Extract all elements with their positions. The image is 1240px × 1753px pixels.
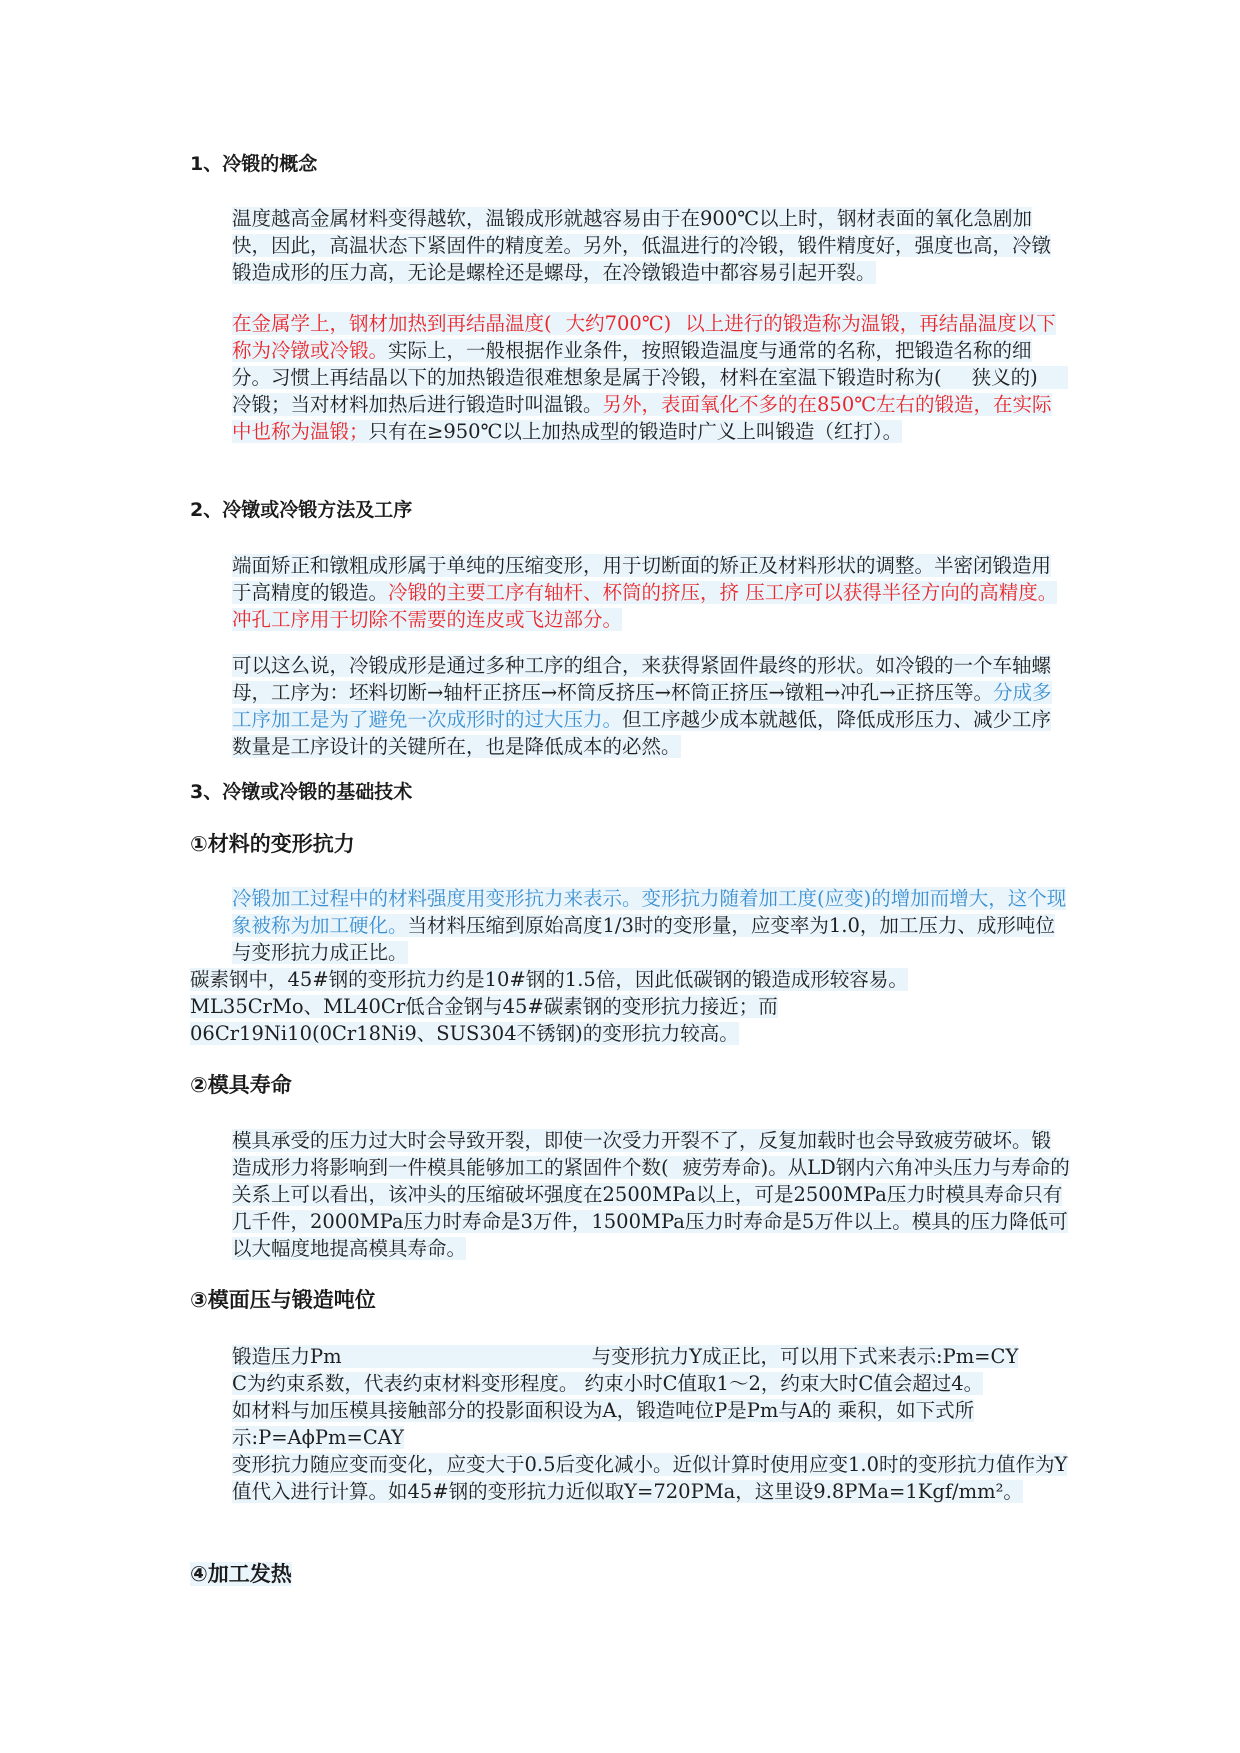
section-2-title: 2、冷镦或冷锻方法及工序 xyxy=(190,499,413,521)
sub3-l3: 如材料与加压模具接触部分的投影面积设为A，锻造吨位P是Pm与A的 乘积，如下式所示:P=AϕPm=CAY xyxy=(232,1399,975,1449)
s1-p2-a: 实际上，一般根据作业条件，按照锻造温度与通常的名称，把锻造名称的细分。习惯上再结晶以下的加热锻造很难想象是属于冷锻，材料在室温下锻造时称为( xyxy=(232,339,1032,389)
subsection-3-body xyxy=(190,1343,1070,1505)
s2-p1-a: 端面矫正和镦粗成形属于单纯的压缩变形，用于切断面的矫正及材料形状的调整。半密闭锻造用于高精度的锻造。 xyxy=(232,554,1052,604)
subsection-3-title: ③模面压与锻造吨位 xyxy=(190,1288,376,1312)
sub2-p1-a: 模具承受的压力过大时会导致开裂，即使一次受力开裂不了，反复加载时也会导致疲劳破坏。锻造成形力将影响到一件模具能够加工的紧固件个数( xyxy=(232,1129,1052,1179)
section-1-paragraph-2 xyxy=(190,310,1070,445)
s2-p1-red: 冷锻的主要工序有轴杆、杯筒的挤压，挤 压工序可以获得半径方向的高精度。冲孔工序用于切除不需要的连皮或飞边部分。 xyxy=(232,581,1058,631)
s1-p2-b: 狭义的) xyxy=(971,366,1038,389)
sub1-p4: 06Cr19Ni10(0Cr18Ni9、SUS304不锈钢)的变形抗力较高。 xyxy=(190,1022,739,1045)
sub2-p1-b: 疲劳寿命)。从LD钢内六角冲头压力与寿命的关系上可以看出，该冲头的压缩破坏强度在2500MPa以上，可是2500MPa压力时模具寿命只有几千件，2000MPa压力时寿命是3万件，1500MPa压力时寿命是5万件以上。模具的压力降低可以大幅度地提高模具寿命。 xyxy=(232,1156,1070,1260)
section-2-paragraph-2 xyxy=(190,652,1070,760)
s1-p1-text: 温度越高金属材料变得越软，温锻成形就越容易由于在900℃以上时，钢材表面的氧化急剧加快，因此，高温状态下紧固件的精度差。另外，低温进行的冷锻，锻件精度好，强度也高，冷镦锻造成形的压力高，无论是螺栓还是螺母，在冷镦锻造中都容易引起开裂。 xyxy=(232,207,1052,284)
s2-p2-b: 但工序越少成本就越低，降低成形压力、减少工序数量是工序设计的关键所在，也是降低成本的必然。 xyxy=(232,708,1052,758)
s2-p2-a: 可以这么说，冷锻成形是通过多种工序的组合，来获得紧固件最终的形状。如冷锻的一个车轴螺母，工序为：坯料切断→轴杆正挤压→杯筒反挤压→杯筒正挤压→镦粗→冲孔→正挤压等。 xyxy=(232,654,1052,704)
section-2-paragraph-1 xyxy=(190,552,1070,633)
s1-p2-d: 只有在≥950℃以上加热成型的锻造时广义上叫锻造（红打）。 xyxy=(368,420,903,443)
s1-p2-red-d: 另外，表面氧化不多的在850℃左右的锻造，在实际中也称为温锻； xyxy=(232,393,1052,443)
sub3-l4: 变形抗力随应变而变化，应变大于0.5后变化减小。近似计算时使用应变1.0时的变形抗力值作为Y值代入进行计算。如45#钢的变形抗力近似取Y=720PMa，这里设9.8PMa=1Kgf/mm²。 xyxy=(232,1453,1068,1503)
subsection-4-title xyxy=(190,1560,292,1588)
section-3-title: 3、冷镦或冷锻的基础技术 xyxy=(190,781,413,803)
sub3-l1-b: 与变形抗力Y成正比，可以用下式来表示:Pm=CY xyxy=(591,1345,1019,1368)
sub1-p3: ML35CrMo、ML40Cr低合金钢与45#碳素钢的变形抗力接近；而 xyxy=(190,995,778,1018)
subsection-2-title: ②模具寿命 xyxy=(190,1073,292,1097)
s1-p2-red-b: 大约700℃) xyxy=(565,312,672,335)
sub1-p2: 碳素钢中，45#钢的变形抗力约是10#钢的1.5倍，因此低碳钢的锻造成形较容易。 xyxy=(190,968,908,991)
s1-p2-red-a: 在金属学上，钢材加热到再结晶温度( xyxy=(232,312,552,335)
sub1-p1-a: 当材料压缩到原始高度1/3时的变形量，应变率为1.0，加工压力、成形吨位与变形抗力成正比。 xyxy=(232,914,1055,964)
section-1-paragraph-1 xyxy=(190,205,1070,286)
subsection-1-body xyxy=(190,885,1070,1047)
sub1-p1-blue: 冷锻加工过程中的材料强度用变形抗力来表示。变形抗力随着加工度(应变)的增加而增大，这个现象被称为加工硬化。 xyxy=(232,887,1067,937)
subsection-1-title: ①材料的变形抗力 xyxy=(190,832,355,856)
subsection-2-body xyxy=(190,1127,1070,1262)
s2-p2-blue: 分成多工序加工是为了避免一次成形时的过大压力。 xyxy=(232,681,1052,731)
section-1-title: 1、冷锻的概念 xyxy=(190,153,318,175)
sub3-l2: C为约束系数，代表约束材料变形程度。 约束小时C值取1～2，约束大时C值会超过4。 xyxy=(232,1372,984,1395)
s1-p2-c: 冷锻；当对材料加热后进行锻造时叫温锻。 xyxy=(232,393,603,416)
s1-p2-red-c: 以上进行的锻造称为温锻，再结晶温度以下称为冷镦或冷锻。 xyxy=(232,312,1056,362)
sub4-title-text: ④加工发热 xyxy=(190,1562,292,1586)
sub3-l1-a: 锻造压力Pm xyxy=(232,1345,342,1368)
